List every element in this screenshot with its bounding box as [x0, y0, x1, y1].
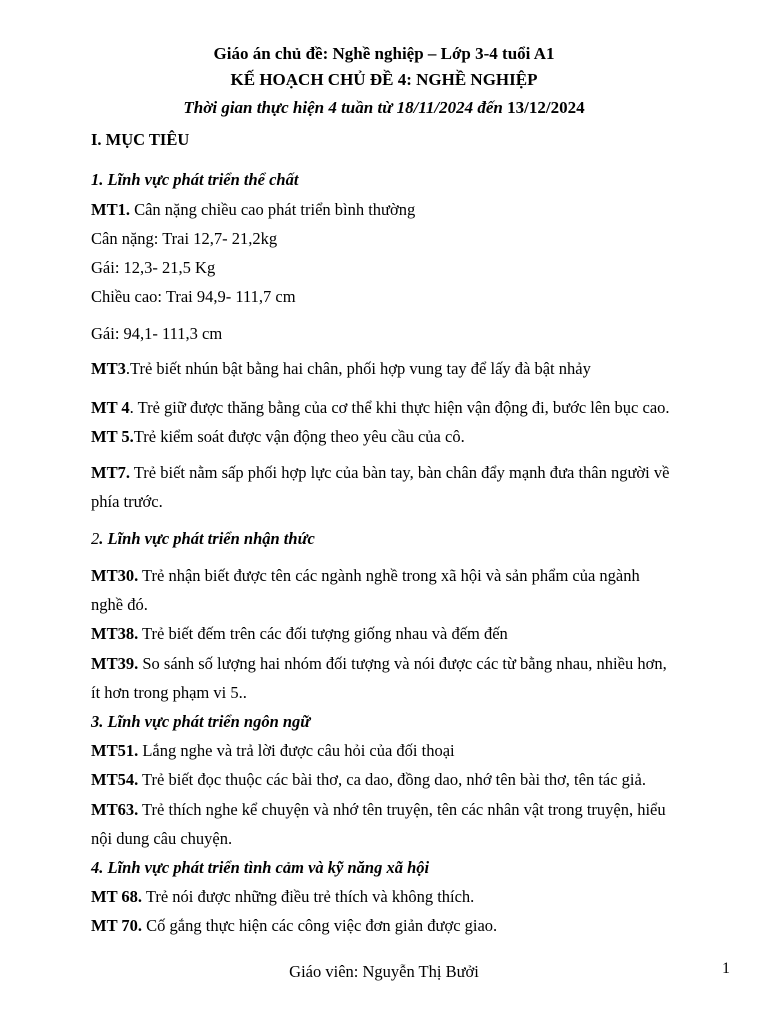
domain-heading-number: 2 [91, 529, 100, 548]
objective-text: Cân nặng chiều cao phát triển bình thường [129, 200, 416, 219]
objective-code: MT30. [91, 566, 139, 585]
doc-plan-title: KẾ HOẠCH CHỦ ĐỀ 4: NGHỀ NGHIỆP [230, 70, 538, 89]
objective-code: MT39. [91, 654, 139, 673]
objective-text: Trẻ kiểm soát được vận động theo yêu cầu của cô. [133, 427, 465, 446]
objective-item [91, 463, 669, 483]
objective-code: MT 4 [91, 398, 130, 417]
objective-text: Trẻ biết đếm trên các đối tượng giống nhau và đếm đến [138, 624, 508, 643]
objective-text: Trẻ nhận biết được tên các ngành nghề trong xã hội và sản phẩm của ngành [138, 566, 640, 585]
page-number: 1 [722, 960, 730, 977]
objective-code: MT3 [91, 359, 126, 378]
objective-code: MT51. [91, 741, 139, 760]
objective-text: Gái: 94,1- 111,3 cm [91, 324, 223, 343]
objective-item [91, 624, 508, 644]
domain-heading-physical: 1. Lĩnh vực phát triển thể chất [91, 170, 299, 189]
objective-continuation: phía trước. [91, 492, 163, 511]
objective-code: MT 70. [91, 916, 143, 935]
objective-text: Cố gắng thực hiện các công việc đơn giản được giao. [142, 916, 498, 935]
objective-text: Chiều cao: Trai 94,9- 111,7 cm [91, 287, 296, 306]
objective-item [91, 287, 296, 307]
objective-code: MT7. [91, 463, 130, 482]
objective-item [91, 566, 640, 586]
objective-code: MT1. [91, 200, 130, 219]
section-title-objectives: I. MỤC TIÊU [91, 130, 190, 149]
objective-item [91, 427, 465, 447]
domain-heading-language: 3. Lĩnh vực phát triển ngôn ngữ [91, 712, 311, 731]
objective-continuation: nghề đó. [91, 595, 148, 614]
objective-item [91, 200, 415, 220]
objective-text: .Trẻ biết nhún bật bằng hai chân, phối hợp vung tay để lấy đà bật nhảy [125, 359, 591, 378]
objective-item [91, 258, 215, 278]
objective-text: Cân nặng: Trai 12,7- 21,2kg [91, 229, 278, 248]
objective-text: . Trẻ giữ được thăng bằng của cơ thể khi thực hiện vận động đi, bước lên bục cao. [129, 398, 670, 417]
doc-time-range [0, 98, 768, 118]
objective-code: MT63. [91, 800, 139, 819]
domain-heading-text: . Lĩnh vực phát triển nhận thức [99, 529, 315, 548]
objective-item [91, 916, 497, 936]
time-range-end-date: 13/12/2024 [502, 98, 585, 117]
objective-text: Gái: 12,3- 21,5 Kg [91, 258, 216, 277]
objective-item [91, 398, 670, 418]
footer-teacher: Giáo viên: Nguyễn Thị Bưởi [289, 962, 479, 981]
objective-code: MT 68. [91, 887, 143, 906]
objective-continuation: nội dung câu chuyện. [91, 829, 233, 848]
objective-text: Trẻ biết nằm sấp phối hợp lực của bàn tay, bàn chân đẩy mạnh đưa thân người về [129, 463, 670, 482]
objective-continuation: ít hơn trong phạm vi 5.. [91, 683, 247, 702]
objective-text: Lắng nghe và trả lời được câu hỏi của đối thoại [138, 741, 455, 760]
objective-text: Trẻ biết đọc thuộc các bài thơ, ca dao, đồng dao, nhớ tên bài thơ, tên tác giả. [138, 770, 646, 789]
domain-heading-cognitive [91, 529, 315, 549]
objective-item [91, 741, 455, 761]
objective-code: MT54. [91, 770, 139, 789]
objective-item [91, 770, 646, 790]
time-range-prefix: Thời gian thực hiện 4 tuần từ 18/11/2024 đến [183, 98, 503, 117]
objective-item [91, 654, 667, 674]
domain-heading-social-emotional: 4. Lĩnh vực phát triển tình cảm và kỹ năng xã hội [91, 858, 430, 877]
doc-subject-header: Giáo án chủ đề: Nghề nghiệp – Lớp 3-4 tuổi A1 [213, 44, 555, 63]
objective-item [91, 229, 277, 249]
objective-text: So sánh số lượng hai nhóm đối tượng và nói được các từ bằng nhau, nhiều hơn, [138, 654, 667, 673]
objective-item [91, 324, 222, 344]
objective-item [91, 800, 666, 820]
objective-code: MT38. [91, 624, 139, 643]
objective-code: MT 5. [91, 427, 134, 446]
objective-item [91, 359, 591, 379]
objective-text: Trẻ nói được những điều trẻ thích và không thích. [142, 887, 475, 906]
objective-item [91, 887, 474, 907]
objective-text: Trẻ thích nghe kể chuyện và nhớ tên truyện, tên các nhân vật trong truyện, hiểu [138, 800, 666, 819]
